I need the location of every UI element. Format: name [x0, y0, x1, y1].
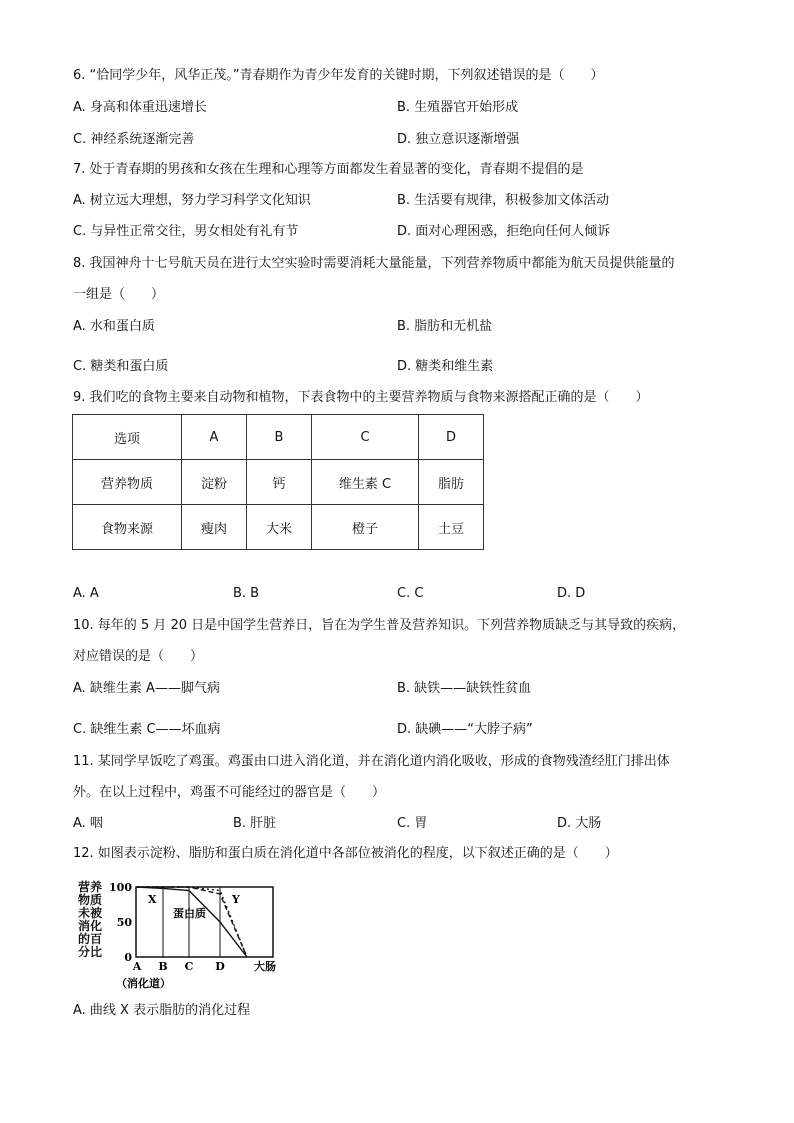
question-6-stem: 6. “恰同学少年，风华正茂。”青春期作为青少年发育的关键时期，下列叙述错误的是（ ） [73, 68, 604, 83]
table-cell: C [312, 415, 419, 460]
question-9-option-d[interactable]: D. D [557, 586, 586, 601]
chart-x-tick-label: A [132, 960, 142, 973]
table-cell: 钙 [247, 460, 312, 505]
question-10-option-d[interactable]: D. 缺碘——“大脖子病” [397, 722, 533, 737]
question-6-option-c[interactable]: C. 神经系统逐渐完善 [73, 132, 195, 147]
question-6-option-b[interactable]: B. 生殖器官开始形成 [397, 100, 519, 115]
question-8-option-d[interactable]: D. 糖类和维生素 [397, 359, 494, 374]
table-cell: 食物来源 [73, 505, 182, 550]
chart-x-tick-label: D [215, 960, 225, 973]
digestion-chart [78, 877, 278, 992]
question-11-stem: 11. 某同学早饭吃了鸡蛋。鸡蛋由口进入消化道，并在消化道内消化吸收，形成的食物残渣经肛门排出体 [73, 754, 670, 769]
table-cell: 大米 [247, 505, 312, 550]
question-10-stem: 10. 每年的 5 月 20 日是中国学生营养日，旨在为学生普及营养知识。下列营养物质缺乏与其导致的疾病， [73, 618, 686, 633]
question-11-option-b[interactable]: B. 肝脏 [233, 816, 277, 831]
question-6-option-a[interactable]: A. 身高和体重迅速增长 [73, 100, 207, 115]
table-cell: 土豆 [419, 505, 484, 550]
question-8-stem-line2: 一组是（ ） [73, 287, 165, 302]
table-cell: 淀粉 [182, 460, 247, 505]
chart-y-tick-label: 0 [124, 951, 132, 964]
chart-series-label: 蛋白质 [173, 907, 206, 920]
digestion-graph [78, 877, 278, 992]
question-11-option-a[interactable]: A. 咽 [73, 816, 103, 831]
chart-series-label: Y [232, 893, 240, 906]
chart-y-tick-label: 50 [116, 916, 132, 929]
question-7-option-c[interactable]: C. 与异性正常交往，男女相处有礼有节 [73, 224, 299, 239]
chart-x-tick-label: 大肠 [254, 960, 276, 973]
table-cell: B [247, 415, 312, 460]
question-7-stem: 7. 处于青春期的男孩和女孩在生理和心理等方面都发生着显著的变化，青春期不提倡的是 [73, 162, 584, 177]
chart-x-tick-label: B [158, 960, 168, 973]
table-row [73, 505, 484, 550]
table-cell: 橙子 [312, 505, 419, 550]
chart-x-axis-label: （消化道） [116, 977, 171, 990]
table-cell: 维生素 C [312, 460, 419, 505]
nutrition-table [72, 414, 484, 550]
question-10-stem-line2: 对应错误的是（ ） [73, 649, 204, 664]
table-row [73, 415, 484, 460]
question-12-stem: 12. 如图表示淀粉、脂肪和蛋白质在消化道中各部位被消化的程度，以下叙述正确的是（ ） [73, 846, 618, 861]
question-8-option-b[interactable]: B. 脂肪和无机盐 [397, 319, 493, 334]
table-cell: 瘦肉 [182, 505, 247, 550]
question-9-option-c[interactable]: C. C [397, 586, 424, 601]
question-9-stem: 9. 我们吃的食物主要来自动物和植物，下表食物中的主要营养物质与食物来源搭配正确的是（ ） [73, 390, 649, 405]
table-cell: D [419, 415, 484, 460]
question-10-option-b[interactable]: B. 缺铁——缺铁性贫血 [397, 681, 532, 696]
table-cell: 营养物质 [73, 460, 182, 505]
table-cell: 脂肪 [419, 460, 484, 505]
question-9-option-b[interactable]: B. B [233, 586, 260, 601]
question-11-stem-line2: 外。在以上过程中，鸡蛋不可能经过的器官是（ ） [73, 785, 386, 800]
question-11-option-c[interactable]: C. 胃 [397, 816, 428, 831]
question-8-option-a[interactable]: A. 水和蛋白质 [73, 319, 155, 334]
question-8-stem: 8. 我国神舟十七号航天员在进行太空实验时需要消耗大量能量，下列营养物质中都能为航天员提供能量的 [73, 256, 675, 271]
chart-x-tick-label: C [184, 960, 194, 973]
graph-y-axis-label: 营养物质未被消化的百分比 [78, 880, 103, 959]
question-11-option-d[interactable]: D. 大肠 [557, 816, 602, 831]
question-7-option-b[interactable]: B. 生活要有规律，积极参加文体活动 [397, 193, 610, 208]
question-8-option-c[interactable]: C. 糖类和蛋白质 [73, 359, 169, 374]
table-row [73, 460, 484, 505]
question-7-option-d[interactable]: D. 面对心理困惑，拒绝向任何人倾诉 [397, 224, 611, 239]
question-7-option-a[interactable]: A. 树立远大理想，努力学习科学文化知识 [73, 193, 311, 208]
table-cell: A [182, 415, 247, 460]
question-12-option-a[interactable]: A. 曲线 X 表示脂肪的消化过程 [73, 1003, 251, 1018]
chart-y-tick-label: 100 [109, 881, 132, 894]
table-cell: 选项 [73, 415, 182, 460]
question-10-option-a[interactable]: A. 缺维生素 A——脚气病 [73, 681, 220, 696]
question-6-option-d[interactable]: D. 独立意识逐渐增强 [397, 132, 520, 147]
question-10-option-c[interactable]: C. 缺维生素 C——坏血病 [73, 722, 221, 737]
chart-series-label: X [148, 893, 157, 906]
question-9-option-a[interactable]: A. A [73, 586, 99, 601]
chart-frame [136, 887, 273, 957]
